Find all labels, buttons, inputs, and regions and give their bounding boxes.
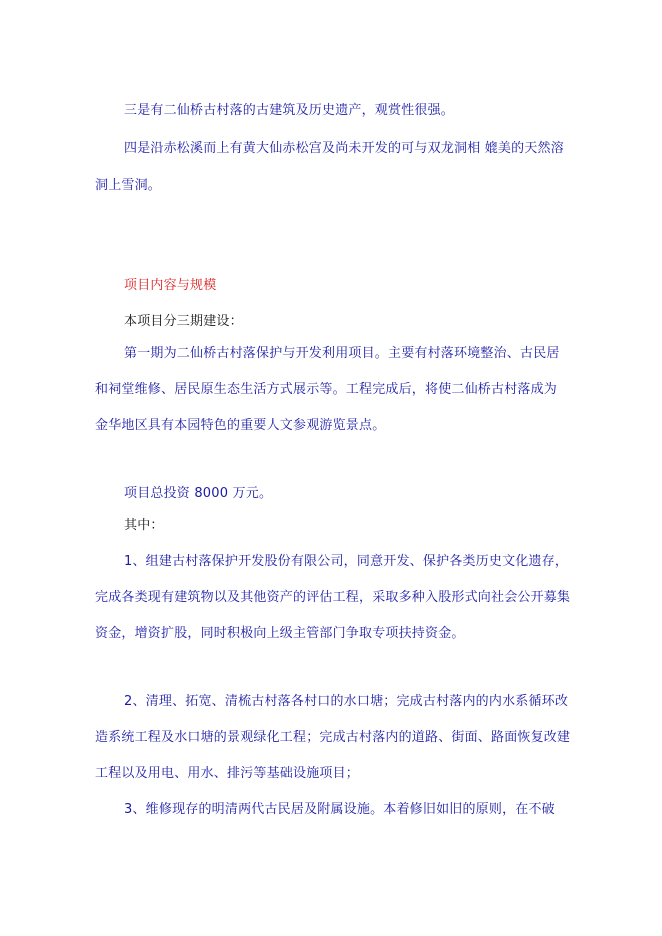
item-one-line1: 1、组建古村落保护开发股份有限公司，同意开发、保护各类历史文化遗存， (124, 554, 569, 569)
paragraph-phase-one-line3: 金华地区具有本园特色的重要人文参观游览景点。 (95, 418, 386, 433)
paragraph-feature-three: 三是有二仙桥古村落的古建筑及历史遗产，观赏性很强。 (124, 103, 455, 118)
item-one-line3: 资金，增资扩股，同时积极向上级主管部门争取专项扶持资金。 (95, 626, 465, 641)
item-one-line2: 完成各类现有建筑物以及其他资产的评估工程，采取多种入股形式向社会公开募集 (95, 590, 571, 605)
item-three-line1: 3、维修现存的明清两代古民居及附属设施。本着修旧如旧的原则，在不破 (124, 802, 555, 817)
paragraph-phases-intro: 本项目分三期建设： (124, 314, 243, 329)
paragraph-total-investment: 项目总投资 8000 万元。 (124, 486, 273, 501)
paragraph-feature-four-line2: 洞上雪洞。 (95, 178, 162, 193)
item-two-line2: 造系统工程及水口塘的景观绿化工程；完成古村落内的道路、街面、路面恢复改建 (95, 730, 571, 745)
paragraph-feature-four-line1: 四是沿赤松溪而上有黄大仙赤松宫及尚未开发的可与双龙洞相 媲美的天然溶 (124, 141, 564, 156)
item-two-line3: 工程以及用电、用水、排污等基础设施项目； (95, 766, 360, 781)
paragraph-among: 其中： (124, 518, 164, 533)
section-heading: 项目内容与规模 (124, 278, 217, 293)
item-two-line1: 2、清理、拓宽、清梳古村落各村口的水口塘；完成古村落内的内水系循环改 (124, 694, 569, 709)
paragraph-phase-one-line1: 第一期为二仙桥古村落保护与开发利用项目。主要有村落环境整治、古民居 (124, 346, 560, 361)
paragraph-phase-one-line2: 和祠堂维修、居民原生态生活方式展示等。工程完成后，将使二仙桥古村落成为 (95, 382, 558, 397)
